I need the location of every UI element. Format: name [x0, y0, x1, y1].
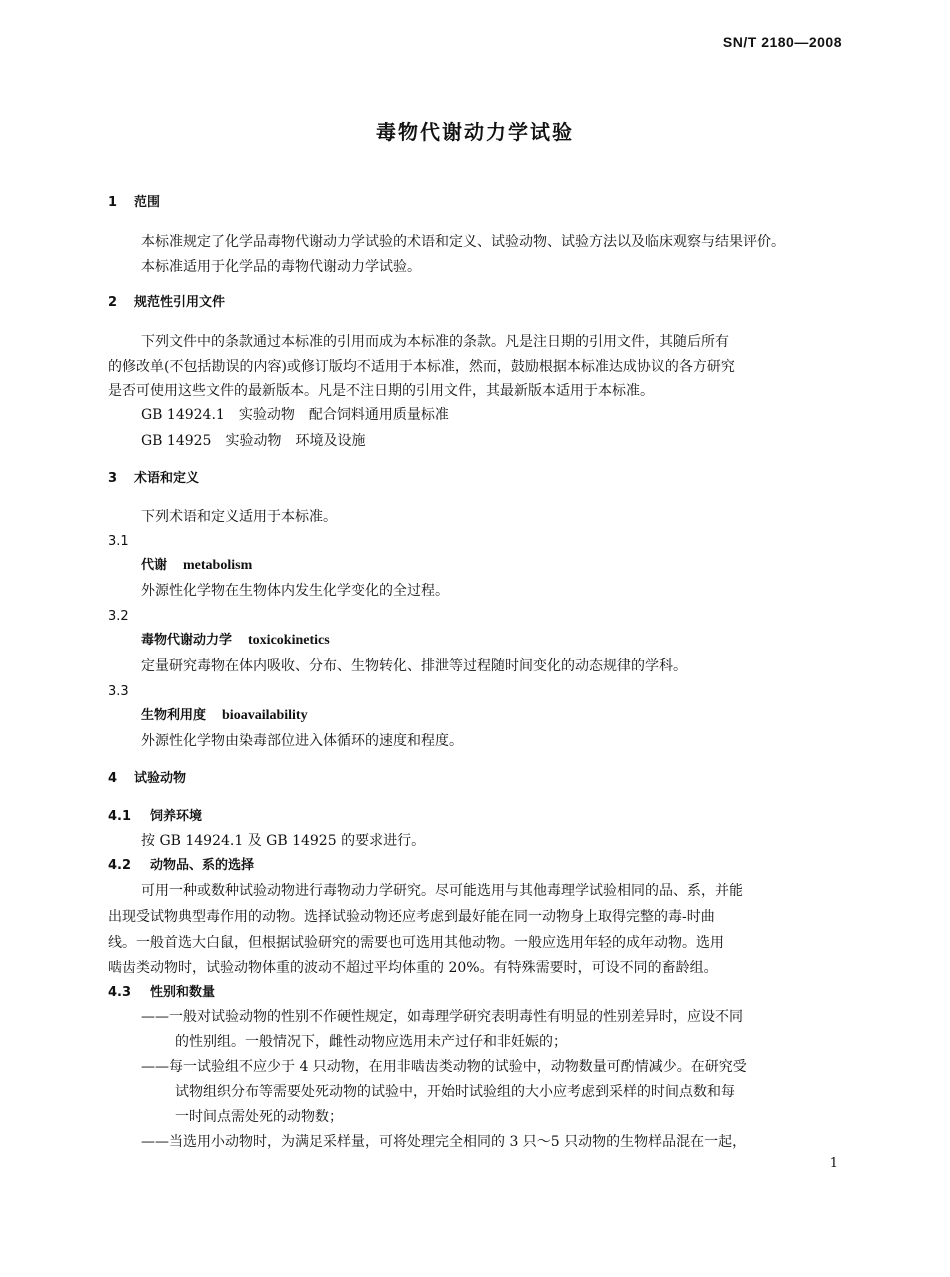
section-number: 2	[108, 295, 118, 310]
bullet-line: 一时间点需处死的动物数；	[175, 1109, 343, 1125]
clause-title: 饲养环境	[150, 809, 203, 824]
section-number: 4	[108, 771, 118, 786]
paragraph-line: 的修改单(不包括勘误的内容)或修订版均不适用于本标准，然而，鼓励根据本标准达成协议的各方研究	[108, 359, 735, 375]
paragraph: 本标准规定了化学品毒物代谢动力学试验的术语和定义、试验动物、试验方法以及临床观察与结果评价。	[141, 234, 785, 250]
page-number: 1	[829, 1156, 838, 1171]
term-number: 3.3	[108, 684, 129, 699]
paragraph-line: 可用一种或数种试验动物进行毒物动力学研究。尽可能选用与其他毒理学试验相同的品、系，并能	[141, 883, 743, 899]
reference-title-b: 环境及设施	[295, 433, 366, 449]
term-heading	[141, 707, 308, 725]
term-zh: 生物利用度	[141, 708, 207, 723]
paragraph-line: 出现受试物典型毒作用的动物。选择试验动物还应考虑到最好能在同一动物身上取得完整的毒-时曲	[108, 909, 715, 925]
term-en: toxicokinetics	[248, 633, 330, 648]
section-2-heading	[108, 294, 225, 312]
section-title: 规范性引用文件	[134, 295, 226, 310]
term-heading	[141, 557, 252, 575]
bullet-line: 试物组织分布等需要处死动物的试验中，开始时试验组的大小应考虑到采样的时间点数和每	[175, 1084, 735, 1100]
term-zh: 毒物代谢动力学	[141, 633, 233, 648]
bullet-line: ——每一试验组不应少于 4 只动物，在用非啮齿类动物的试验中，动物数量可酌情减少。在研究受	[141, 1059, 747, 1075]
reference-title-b: 配合饲料通用质量标准	[308, 407, 449, 423]
reference-title-a: 实验动物	[238, 407, 295, 423]
bullet-line: ——当选用小动物时，为满足采样量，可将处理完全相同的 3 只～5 只动物的生物样品混在一起，	[141, 1134, 747, 1150]
section-title: 试验动物	[134, 771, 187, 786]
section-4-heading	[108, 770, 186, 788]
clause-number: 4.3	[108, 985, 132, 1000]
paragraph-line: 是否可使用这些文件的最新版本。凡是不注日期的引用文件，其最新版本适用于本标准。	[108, 383, 654, 399]
term-definition: 定量研究毒物在体内吸收、分布、生物转化、排泄等过程随时间变化的动态规律的学科。	[141, 658, 687, 674]
clause-number: 4.1	[108, 809, 132, 824]
reference-title-a: 实验动物	[225, 433, 282, 449]
clause-number: 4.2	[108, 858, 132, 873]
clause-4-3-heading	[108, 984, 215, 1002]
reference-item	[141, 432, 365, 450]
clause-title: 性别和数量	[150, 985, 216, 1000]
clause-title: 动物品、系的选择	[150, 858, 255, 873]
clause-4-2-heading	[108, 857, 254, 875]
paragraph: 下列术语和定义适用于本标准。	[141, 509, 337, 525]
section-title: 范围	[134, 195, 161, 210]
paragraph-line: 线。一般首选大白鼠，但根据试验研究的需要也可选用其他动物。一般应选用年轻的成年动物。选用	[108, 935, 724, 951]
reference-code: GB 14925	[141, 433, 212, 449]
term-definition: 外源性化学物在生物体内发生化学变化的全过程。	[141, 583, 449, 599]
paragraph: 本标准适用于化学品的毒物代谢动力学试验。	[141, 259, 421, 275]
section-3-heading	[108, 470, 199, 488]
paragraph-line: 下列文件中的条款通过本标准的引用而成为本标准的条款。凡是注日期的引用文件，其随后所有	[141, 334, 729, 350]
bullet-line: ——一般对试验动物的性别不作硬性规定，如毒理学研究表明毒性有明显的性别差异时，应设不同	[141, 1009, 743, 1025]
term-zh: 代谢	[141, 558, 168, 573]
paragraph: 按 GB 14924.1 及 GB 14925 的要求进行。	[141, 833, 426, 849]
standard-code: SN/T 2180—2008	[722, 34, 842, 50]
term-en: bioavailability	[222, 708, 308, 723]
section-1-heading	[108, 194, 160, 212]
reference-item	[141, 406, 449, 424]
reference-code: GB 14924.1	[141, 407, 225, 423]
clause-4-1-heading	[108, 808, 202, 826]
section-title: 术语和定义	[134, 471, 200, 486]
page-title: 毒物代谢动力学试验	[376, 120, 574, 144]
term-number: 3.2	[108, 609, 129, 624]
section-number: 3	[108, 471, 118, 486]
term-heading	[141, 632, 330, 650]
term-definition: 外源性化学物由染毒部位进入体循环的速度和程度。	[141, 733, 463, 749]
term-en: metabolism	[183, 558, 253, 573]
paragraph-line: 啮齿类动物时，试验动物体重的波动不超过平均体重的 20%。有特殊需要时，可设不同的畜龄组。	[108, 960, 718, 976]
section-number: 1	[108, 195, 118, 210]
term-number: 3.1	[108, 534, 129, 549]
bullet-line: 的性别组。一般情况下，雌性动物应选用未产过仔和非妊娠的；	[175, 1034, 567, 1050]
